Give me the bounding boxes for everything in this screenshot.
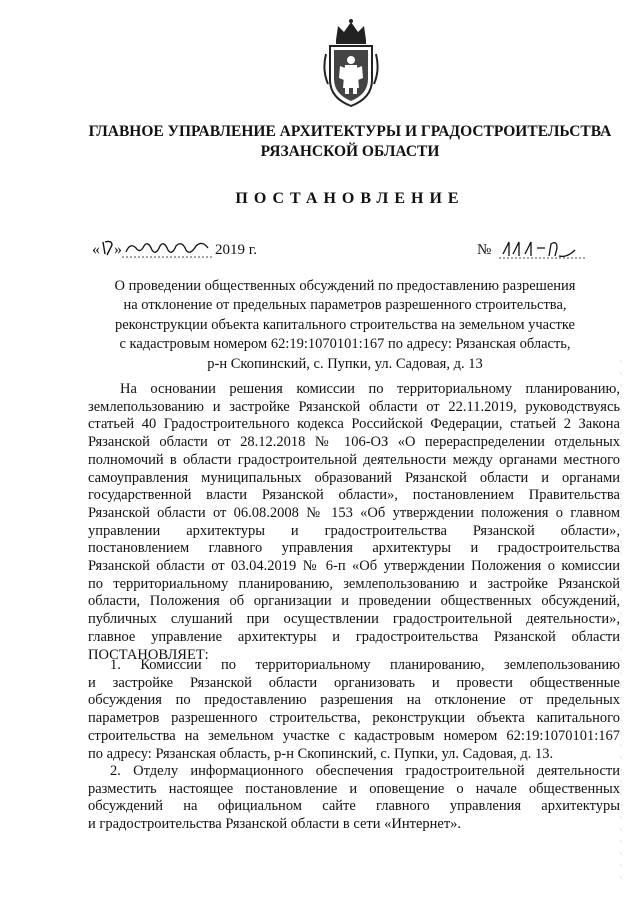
handwritten-number bbox=[497, 236, 587, 262]
body-line: статьей 40 Градостроительного кодекса Российской Федерации, статьей 2 Закона bbox=[88, 416, 620, 433]
body-line: Рязанской области от 06.08.2008 № 153 «Об утверждении положения о главном bbox=[88, 504, 620, 521]
body-line: постановлением главного управления архитектуры и градостроительства bbox=[88, 540, 620, 557]
body-line: самоуправления муниципальных образований Рязанской области и органами bbox=[88, 469, 620, 486]
paragraph-item-2 bbox=[88, 763, 620, 834]
body-line: главное управление архитектуры и градостроительства Рязанской области bbox=[88, 628, 620, 645]
organization-name-line-2: РЯЗАНСКОЙ ОБЛАСТИ bbox=[260, 143, 440, 160]
body-line: разместить настоящее постановление и оповещение о начале общественных bbox=[88, 780, 620, 797]
body-line: землепользованию и застройке Рязанской области от 22.11.2019, руководствуясь bbox=[88, 398, 620, 415]
body-line: Рязанской области от 03.04.2019 № 6-п «Об утверждении Положения о комиссии bbox=[88, 558, 620, 575]
subject-line: О проведении общественных обсуждений по предоставлению разрешения bbox=[114, 278, 576, 294]
date-year: 2019 г. bbox=[215, 242, 257, 258]
subject-line: реконструкции объекта капитального строительства на земельном участке bbox=[115, 316, 575, 333]
body-line: строительства на земельном участке с кадастровым номером 62:19:1070101:167 bbox=[88, 727, 620, 744]
body-line: государственной власти Рязанской области», постановлением Правительства bbox=[88, 487, 620, 504]
organization-name-line-1: ГЛАВНОЕ УПРАВЛЕНИЕ АРХИТЕКТУРЫ И ГРАДОСТРОИТЕЛЬСТВА bbox=[88, 123, 612, 140]
body-line: публичных слушаний при осуществлении градостроительной деятельности», bbox=[88, 611, 620, 628]
document-type-title: ПОСТАНОВЛЕНИЕ bbox=[235, 190, 465, 207]
subject-line: на отклонение от предельных параметров разрешенного строительства, bbox=[123, 297, 567, 314]
body-line: 1. Комиссии по территориальному планированию, землепользованию bbox=[110, 657, 620, 673]
body-line: и застройке Рязанской области организовать и провести общественные bbox=[88, 674, 620, 691]
svg-text:«: « bbox=[92, 241, 100, 258]
coat-of-arms-emblem bbox=[322, 18, 380, 110]
body-line: обсуждения по предоставлению разрешения на отклонение от предельных bbox=[88, 692, 620, 709]
number-label: № bbox=[477, 242, 492, 258]
body-line: 2. Отделу информационного обеспечения градостроительной деятельности bbox=[110, 763, 620, 779]
body-line: по территориальному планированию, землепользованию и застройке Рязанской bbox=[88, 575, 620, 592]
paragraph-preamble bbox=[88, 381, 620, 664]
date-number-row bbox=[92, 240, 592, 264]
body-line: обсуждений на официальном сайте главного управления архитектуры bbox=[88, 798, 620, 815]
body-line: На основании решения комиссии по территориальному планированию, bbox=[120, 381, 620, 397]
body-line: управлении архитектуры и градостроительства Рязанской области», bbox=[88, 522, 620, 539]
body-line: и градостроительства Рязанской области в сети «Интернет». bbox=[88, 816, 462, 833]
subject-line: с кадастровым номером 62:19:1070101:167 по адресу: Рязанская область, bbox=[119, 336, 571, 353]
paragraph-item-1 bbox=[88, 657, 620, 763]
body-line: параметров разрешенного строительства, реконструкции объекта капитального bbox=[88, 710, 620, 727]
document-subject bbox=[95, 277, 595, 374]
resolution-keyword: ПОСТАНОВЛЯЕТ: bbox=[88, 646, 209, 663]
body-line: полномочий в области градостроительной деятельности между органами местного bbox=[88, 451, 620, 468]
subject-line: р-н Скопинский, с. Пупки, ул. Садовая, д. 13 bbox=[207, 355, 483, 372]
handwritten-date bbox=[92, 236, 214, 262]
body-line: Рязанской области от 28.12.2018 № 106-ОЗ «О перераспределении отдельных bbox=[88, 434, 620, 451]
body-line: по адресу: Рязанская область, р-н Скопинский, с. Пупки, ул. Садовая, д. 13. bbox=[88, 745, 554, 762]
svg-text:»: » bbox=[114, 241, 122, 258]
scan-edge-artifact bbox=[618, 360, 624, 880]
body-line: области, Положения об организации и проведении общественных обсуждений, bbox=[88, 593, 620, 610]
